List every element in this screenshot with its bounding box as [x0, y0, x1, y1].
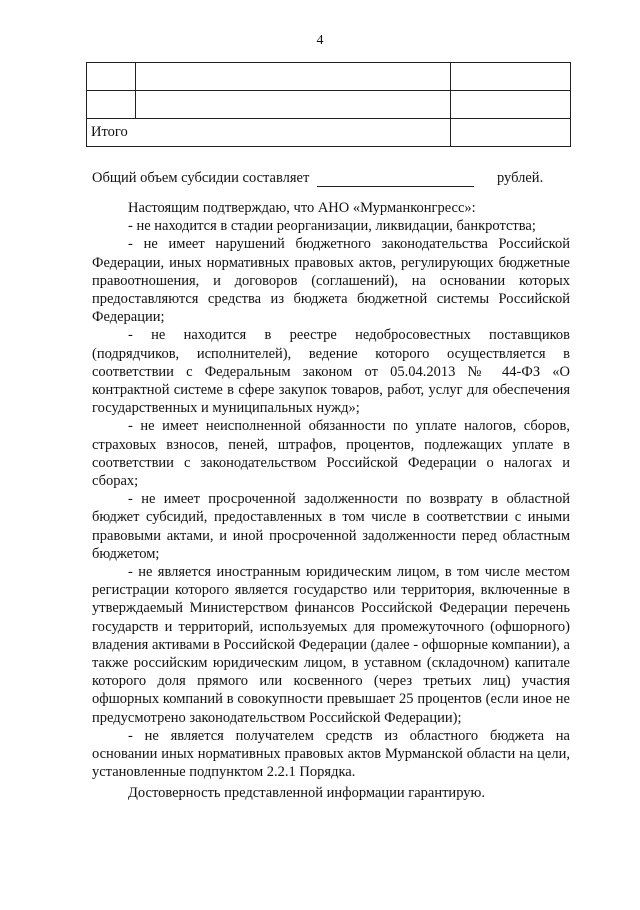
confirmation-text — [92, 199, 570, 802]
amount-blank — [317, 186, 474, 187]
list-item: - не находится в стадии реорганизации, ликвидации, банкротства; — [128, 218, 536, 235]
table-row — [87, 63, 571, 91]
table-row — [87, 91, 571, 119]
table-cell — [136, 63, 451, 91]
subsidy-total-line — [92, 170, 552, 187]
final-paragraph: Достоверность представленной информации гарантирую. — [128, 784, 485, 801]
table-cell — [87, 63, 136, 91]
page-number: 4 — [316, 33, 324, 48]
table-cell — [136, 91, 451, 119]
currency-unit: рублей. — [497, 170, 544, 186]
table-cell — [87, 91, 136, 119]
list-item: - не имеет неисполненной обязанности по уплате налогов, сборов, страховых взносов, пеней, штрафов, процентов, подлежащих уплате в соответствии с законодательством Российской Федерации о налогах и сборах; — [92, 418, 570, 490]
total-value — [451, 119, 571, 147]
list-item: - не имеет нарушений бюджетного законодательства Российской Федерации, иных нормативных правовых актов, регулирующих бюджетные правоотношения, и договоров (соглашений), на основании которых предоставляются средства из бюджета бюджетной системы Российской Федерации; — [92, 236, 570, 326]
list-item: - не является иностранным юридическим лицом, в том числе местом регистрации которого является государство или территория, включенные в утверждаемый Министерством финансов Российской Федерации перечень государств и территорий, используемых для промежуточного (офшорного) владения активами в Российской Федерации (далее - офшорные компании), а также российским юридическим лицом, в уставном (складочном) капитале которого доля прямого или косвенного (через третьих лиц) участия офшорных компаний в совокупности превышает 25 процентов (если иное не предусмотрено законодательством Российской Федерации); — [92, 564, 570, 726]
table-total-row — [87, 119, 571, 147]
subsidy-total-label: Общий объем субсидии составляет — [92, 170, 310, 186]
total-label: Итого — [87, 119, 451, 147]
list-item: - не имеет просроченной задолженности по возврату в областной бюджет субсидий, предоставленных в том числе в соответствии с иными правовыми актами, и иной просроченной задолженности перед областным бюджетом; — [92, 491, 570, 562]
subsidy-table — [86, 62, 571, 147]
table-cell — [451, 63, 571, 91]
list-item: - не находится в реестре недобросовестных поставщиков (подрядчиков, исполнителей), ведение которого осуществляется в соответствии с Федеральным законом от 05.04.2013 № 44-ФЗ «О контрактной системе в сфере закупок товаров, работ, услуг для обеспечения государственных и муниципальных нужд»; — [92, 327, 570, 417]
list-item: - не является получателем средств из областного бюджета на основании иных нормативных правовых актов Мурманской области на цели, установленные подпунктом 2.2.1 Порядка. — [92, 727, 570, 781]
intro-paragraph: Настоящим подтверждаю, что АНО «Мурманконгресс»: — [128, 200, 476, 216]
table-cell — [451, 91, 571, 119]
